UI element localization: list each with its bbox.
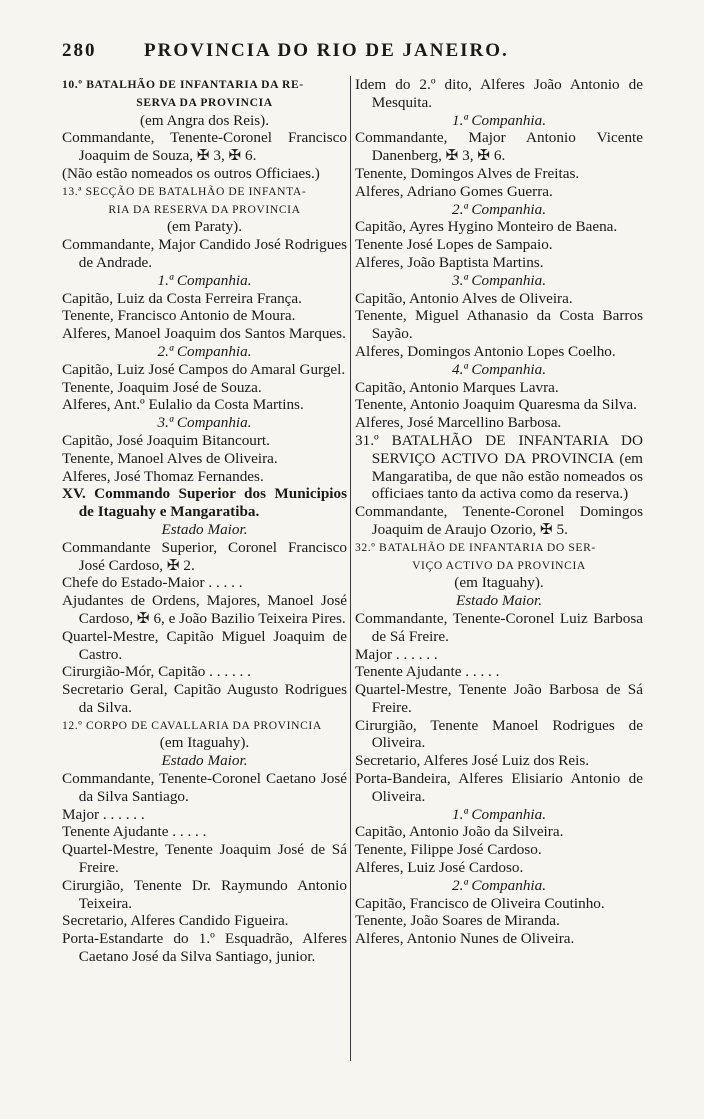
left-column-entry: Capitão, José Joaquim Bitancourt.	[62, 431, 270, 449]
left-column-entry: (em Angra dos Reis).	[139, 111, 270, 129]
left-column-entry: Alferes, José Thomaz Fernandes.	[62, 467, 264, 485]
right-column-entry: Alferes, José Marcellino Barbosa.	[355, 414, 562, 432]
left-column-entry: Ajudantes de Ordens, Majores, Manoel José Cardoso, ✠ 6, e João Bazilio Teixeira Pires.	[62, 592, 347, 627]
left-column-entry: Capitão, Luiz da Costa Ferreira França.	[62, 289, 302, 307]
left-column-entry: Commandante, Major Candido José Rodrigues de Andrade.	[62, 236, 347, 271]
left-column-entry: Tenente, Joaquim José de Souza.	[62, 378, 262, 396]
right-column-entry: 2.ª Companhia.	[451, 876, 547, 894]
right-column-entry: Cirurgião, Tenente Manoel Rodrigues de Oliveira.	[355, 716, 643, 752]
left-column-entry: Commandante Superior, Coronel Francisco José Cardoso, ✠ 2.	[62, 538, 347, 574]
left-column-entry: (em Paraty).	[166, 218, 243, 236]
left-column-entry: Porta-Estandarte do 1.º Esquadrão, Alferes Caetano José da Silva Santiago, junior.	[62, 930, 347, 966]
right-column-entry: (em Itaguahy).	[454, 574, 544, 592]
right-column-entry: Tenente, Antonio Joaquim Quaresma da Silva.	[355, 396, 637, 414]
left-column-entry: 13.ª SECÇÃO DE BATALHÃO DE INFANTA-	[62, 184, 307, 198]
left-column-entry: Quartel-Mestre, Tenente Joaquim José de Sá Freire.	[62, 841, 347, 877]
left-column-entry: (em Itaguahy).	[159, 734, 250, 752]
right-column-entry: VIÇO ACTIVO DA PROVINCIA	[412, 558, 586, 572]
left-column-entry: Cirurgião, Tenente Dr. Raymundo Antonio Teixeira.	[62, 876, 347, 912]
right-column-entry: Commandante, Tenente-Coronel Luiz Barbosa de Sá Freire.	[355, 609, 643, 645]
right-column-entry: 31.º BATALHÃO DE INFANTARIA DO SERVIÇO ACTIVO DA PROVINCIA (em Mangaratiba, de que não estão nomeados os officiaes tanto da activa como da reserva.)	[355, 431, 643, 503]
left-column-entry: RIA DA RESERVA DA PROVINCIA	[108, 202, 301, 216]
left-column-entry: 10.º BATALHÃO DE INFANTARIA DA RE-	[62, 78, 304, 91]
right-column	[355, 76, 643, 1086]
left-column-entry: Cirurgião-Mór, Capitão . . . . . .	[62, 663, 251, 681]
running-title: PROVINCIA DO RIO DE JANEIRO.	[144, 40, 509, 61]
right-column-entry: Tenente Ajudante . . . . .	[355, 663, 500, 681]
right-column-entry: Commandante, Tenente-Coronel Domingos Joaquim de Araujo Ozorio, ✠ 5.	[355, 503, 643, 538]
column-divider	[350, 76, 351, 1061]
left-column-entry: XV. Commando Superior dos Municipios de Itaguahy e Mangaratiba.	[62, 485, 347, 521]
right-column-entry: Alferes, Antonio Nunes de Oliveira.	[355, 930, 575, 948]
right-column-entry: Tenente, Domingos Alves de Freitas.	[355, 164, 580, 182]
right-column-entry: Capitão, Antonio João da Silveira.	[355, 823, 564, 841]
left-column-entry: Estado Maior.	[161, 752, 248, 770]
left-column-entry: Tenente, Francisco Antonio de Moura.	[62, 307, 296, 325]
left-column-entry: Tenente, Manoel Alves de Oliveira.	[62, 449, 278, 467]
right-column-entry: Secretario, Alferes José Luiz dos Reis.	[355, 752, 590, 770]
left-column-entry: Tenente Ajudante . . . . .	[62, 823, 207, 841]
right-column-entry: Alferes, João Baptista Martins.	[355, 253, 544, 271]
right-column-entry: Estado Maior.	[455, 592, 543, 610]
right-column-entry: Capitão, Antonio Alves de Oliveira.	[355, 289, 573, 307]
left-column-entry: Alferes, Ant.º Eulalio da Costa Martins.	[62, 396, 304, 414]
right-column-entry: Quartel-Mestre, Tenente João Barbosa de Sá Freire.	[355, 681, 643, 716]
right-column-entry: Tenente, João Soares de Miranda.	[355, 912, 560, 930]
left-column-entry: 12.º CORPO DE CAVALLARIA DA PROVINCIA	[62, 718, 322, 732]
right-column-entry: 3.ª Companhia.	[451, 271, 547, 289]
left-column-entry: Estado Maior.	[161, 520, 248, 538]
right-column-entry: Alferes, Domingos Antonio Lopes Coelho.	[355, 342, 616, 360]
right-column-entry: Porta-Bandeira, Alferes Elisiario Antonio de Oliveira.	[355, 770, 643, 805]
left-column-entry: 1.ª Companhia.	[157, 271, 252, 289]
right-column-entry: Commandante, Major Antonio Vicente Danenberg, ✠ 3, ✠ 6.	[355, 129, 643, 165]
right-column-entry: Major . . . . . .	[355, 645, 438, 663]
right-column-entry: Capitão, Ayres Hygino Monteiro de Baena.	[355, 218, 618, 236]
left-column-entry: Commandante, Tenente-Coronel Caetano José da Silva Santiago.	[62, 770, 347, 805]
left-column-entry: Chefe do Estado-Maior . . . . .	[62, 574, 243, 592]
right-column-entry: Alferes, Adriano Gomes Guerra.	[355, 182, 553, 200]
right-column-entry: Tenente José Lopes de Sampaio.	[355, 236, 553, 254]
right-column-entry: 2.ª Companhia.	[451, 200, 547, 218]
left-column-entry: Alferes, Manoel Joaquim dos Santos Marques.	[62, 325, 346, 343]
right-column-entry: Alferes, Luiz José Cardoso.	[355, 859, 524, 877]
left-column-entry: Secretario, Alferes Candido Figueira.	[62, 912, 289, 930]
right-column-entry: 1.ª Companhia.	[451, 111, 547, 129]
page-header	[62, 40, 682, 64]
left-column-entry: (Não estão nomeados os outros Officiaes.)	[62, 164, 320, 182]
right-column-entry: 4.ª Companhia.	[451, 360, 547, 378]
left-column-entry: 2.ª Companhia.	[157, 342, 252, 360]
right-column-entry: Idem do 2.º dito, Alferes João Antonio de Mesquita.	[355, 76, 643, 111]
left-column-entry: Capitão, Luiz José Campos do Amaral Gurgel.	[62, 360, 346, 378]
page-number: 280	[62, 40, 97, 61]
left-column-entry: Major . . . . . .	[62, 805, 145, 823]
right-column-entry: 32.º BATALHÃO DE INFANTARIA DO SER-	[355, 540, 596, 554]
right-column-entry: Tenente, Filippe José Cardoso.	[355, 841, 542, 859]
right-column-entry: Capitão, Antonio Marques Lavra.	[355, 378, 559, 396]
left-column-entry: Secretario Geral, Capitão Augusto Rodrigues da Silva.	[62, 681, 347, 716]
left-column-entry: 3.ª Companhia.	[157, 414, 252, 432]
left-column-entry: Quartel-Mestre, Capitão Miguel Joaquim de Castro.	[62, 627, 347, 663]
left-column	[62, 76, 347, 1086]
right-column-entry: Capitão, Francisco de Oliveira Coutinho.	[355, 894, 605, 912]
right-column-entry: Tenente, Miguel Athanasio da Costa Barros Sayão.	[355, 307, 643, 343]
left-column-entry: Commandante, Tenente-Coronel Francisco Joaquim de Souza, ✠ 3, ✠ 6.	[62, 129, 347, 165]
right-column-entry: 1.ª Companhia.	[451, 805, 547, 823]
left-column-entry: SERVA DA PROVINCIA	[136, 95, 273, 109]
